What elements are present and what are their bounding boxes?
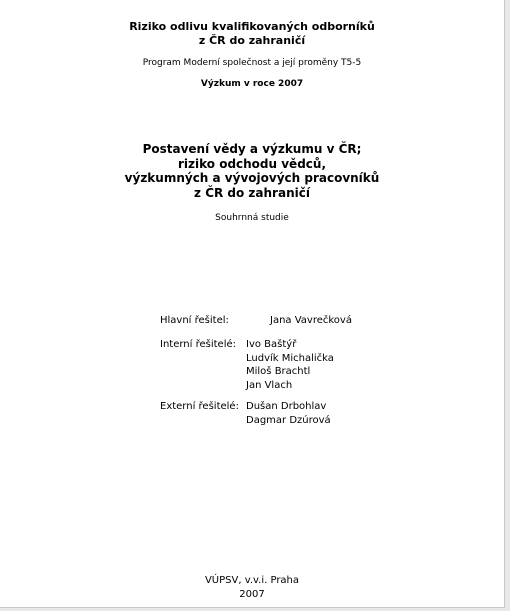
external-researchers-row: [160, 400, 331, 427]
researcher-name: Jan Vlach: [246, 379, 293, 391]
researcher-name: Jana Vavrečková: [270, 315, 352, 326]
main-researcher-row: [160, 314, 352, 328]
researcher-name: Dušan Drbohlav: [246, 401, 327, 412]
document-title-line: riziko odchodu vědců,: [177, 156, 327, 171]
program-name: Program Moderní společnost a její proměny T5-5: [142, 58, 362, 68]
publication-year: 2007: [239, 589, 265, 600]
internal-researchers-label: Interní řešitelé:: [160, 339, 236, 350]
internal-researchers-row: [160, 338, 334, 392]
institution-name: VÚPSV, v.v.i. Praha: [204, 575, 300, 586]
document-title-line: z ČR do zahraničí: [194, 185, 310, 200]
document-title-line: Postavení vědy a výzkumu v ČR;: [142, 142, 362, 156]
footer: [0, 574, 504, 602]
project-title-line: Riziko odlivu kvalifikovaných odborníků: [129, 20, 375, 33]
researcher-name: Dagmar Dzúrová: [246, 414, 331, 426]
research-year: Výzkum v roce 2007: [200, 79, 304, 89]
project-title: [0, 20, 504, 48]
document-subtitle: Souhrnná studie: [215, 213, 289, 223]
researcher-name: Ivo Baštýř: [246, 339, 297, 350]
document-title: [0, 142, 504, 200]
main-researcher-label: Hlavní řešitel:: [160, 315, 229, 326]
researcher-name: Ludvík Michalička: [246, 352, 334, 364]
researcher-name: Miloš Brachtl: [246, 366, 311, 377]
external-researchers-label: Externí řešitelé:: [160, 401, 239, 412]
project-title-line: z ČR do zahraničí: [198, 34, 306, 47]
document-title-line: výzkumných a vývojových pracovníků: [124, 171, 380, 185]
